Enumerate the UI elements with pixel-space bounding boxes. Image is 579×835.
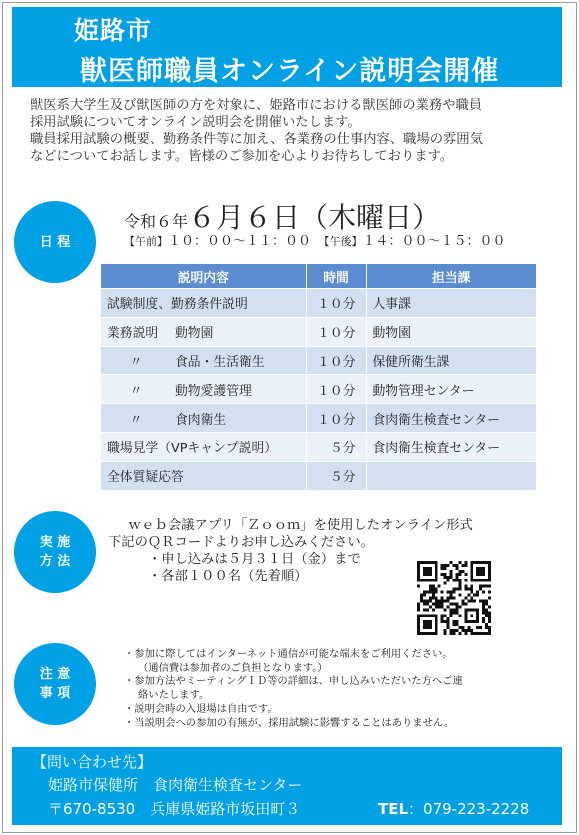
- dept-cell: 保健所衛生課: [366, 346, 537, 375]
- topic-text: 動物愛護管理: [175, 383, 252, 399]
- schedule-section-badge: [14, 201, 96, 283]
- tel-number: ：079-223-2228: [408, 800, 530, 818]
- contact-footer: [12, 747, 562, 825]
- contact-label: 【問い合わせ先】: [32, 753, 153, 771]
- ditto-mark: 〃: [129, 412, 143, 428]
- notes-section-label: 事 項: [39, 686, 71, 701]
- note-item: ・参加に際してはインターネット通信が可能な端末をご利用ください。: [124, 648, 453, 660]
- time-cell: ５分: [306, 432, 366, 461]
- intro-line: 獣医系大学生及び獣医師の方を対象に、姫路市における獣医師の業務や職員: [30, 98, 483, 113]
- topic-text: 全体質疑応答: [107, 470, 184, 486]
- time-cell: １０分: [306, 404, 366, 433]
- time-cell: １０分: [306, 375, 366, 404]
- session-times: [124, 230, 506, 249]
- qr-code-icon[interactable]: [417, 561, 491, 635]
- notes-list: [124, 648, 463, 730]
- note-item: ・当説明会への参加の有無が、採用試験に影響することはありません。: [124, 716, 455, 729]
- title-banner: [12, 7, 562, 87]
- column-header-dept: 担当課: [366, 264, 537, 289]
- table-row: [101, 432, 537, 461]
- event-era: 令和６年: [124, 212, 189, 231]
- time-cell: １０分: [306, 346, 366, 375]
- ditto-mark: 〃: [129, 354, 143, 370]
- intro-text: [30, 97, 550, 165]
- table-row: [101, 375, 537, 404]
- notes-section-badge: [14, 643, 96, 725]
- method-line: ｗｅｂ会議アプリ「Ｚｏｏｍ」を使用したオンライン形式: [128, 518, 473, 533]
- topic-cell: [101, 461, 307, 490]
- page-title: 獣医師職員オンライン説明会開催: [80, 56, 500, 87]
- method-section-label: 方 法: [39, 554, 71, 569]
- topic-text: 職場見学（VPキャンプ説明）: [107, 441, 278, 457]
- intro-line: などについてお話します。皆様のご参加を心よりお待ちしております。: [30, 149, 454, 164]
- intro-line: 採用試験についてオンライン説明会を開催いたします。: [30, 115, 361, 130]
- topic-cell: [101, 432, 307, 461]
- intro-line: 職員採用試験の概要、勤務条件等に加え、各業務の仕事内容、職場の雰囲気: [30, 132, 483, 147]
- note-item: ・説明会時の入退場は自由です。: [124, 702, 278, 715]
- ditto-mark: 〃: [129, 383, 143, 399]
- time-cell: １０分: [306, 289, 366, 318]
- column-header-time: 時間: [306, 264, 366, 289]
- am-time: １０：００～１１：００: [168, 234, 312, 249]
- dept-cell: 人事課: [366, 289, 537, 318]
- method-bullet: ・各部１００名（先着順）: [148, 569, 308, 584]
- table-row: [101, 317, 537, 346]
- tel-label: TEL: [378, 800, 409, 818]
- note-item-sub: 絡いたします。: [138, 689, 210, 702]
- pm-time: １４：００～１５：００: [362, 234, 506, 249]
- column-header-topic: 説明内容: [101, 264, 307, 289]
- topic-cell: [101, 375, 307, 404]
- topic-text: 食肉衛生: [175, 412, 227, 428]
- dept-cell: 動物管理センター: [366, 375, 537, 404]
- dept-cell: 食肉衛生検査センター: [366, 404, 537, 433]
- dept-cell: 動物園: [366, 317, 537, 346]
- schedule-table: [100, 263, 537, 491]
- time-cell: ５分: [306, 461, 366, 490]
- table-row: [101, 289, 537, 318]
- topic-cell: [101, 289, 307, 318]
- topic-text: 試験制度、勤務条件説明: [107, 297, 248, 313]
- dept-cell: [366, 461, 537, 490]
- method-section-badge: [14, 511, 96, 593]
- contact-office: 姫路市保健所 食肉衛生検査センター: [48, 776, 303, 794]
- topic-prefix: 業務説明: [107, 326, 159, 342]
- contact-address: 〒670-8530 兵庫県姫路市坂田町３: [48, 800, 301, 818]
- method-bullet: ・申し込みは５月３１日（金）まで: [148, 552, 361, 567]
- am-tag: 【午前】: [124, 235, 168, 248]
- note-item-sub: （通信費は参加者のご負担となります。）: [138, 661, 328, 674]
- topic-cell: [101, 346, 307, 375]
- method-line: 下記のＱＲコードよりお申し込みください。: [108, 535, 374, 550]
- dept-cell: 食肉衛生検査センター: [366, 432, 537, 461]
- topic-cell: [101, 317, 307, 346]
- contact-address-line: [48, 798, 530, 819]
- pm-tag: 【午後】: [324, 235, 363, 248]
- city-name: 姫路市: [74, 16, 153, 45]
- table-row: [101, 346, 537, 375]
- schedule-section-label: 日 程: [39, 234, 71, 250]
- note-item: ・参加方法やミーティングＩＤ等の詳細は、申し込みいただいた方へご連: [124, 675, 463, 688]
- method-section-label: 実 施: [39, 535, 71, 550]
- table-row: [101, 404, 537, 433]
- topic-text: 食品・生活衛生: [175, 354, 265, 370]
- notes-section-label: 注 意: [39, 667, 71, 682]
- time-cell: １０分: [306, 317, 366, 346]
- contact-phone: [378, 798, 529, 819]
- topic-text: 動物園: [175, 326, 214, 342]
- table-header-row: [101, 264, 537, 289]
- event-month-day: ６月６日（木曜日）: [188, 201, 441, 234]
- topic-cell: [101, 404, 307, 433]
- table-row: [101, 461, 537, 490]
